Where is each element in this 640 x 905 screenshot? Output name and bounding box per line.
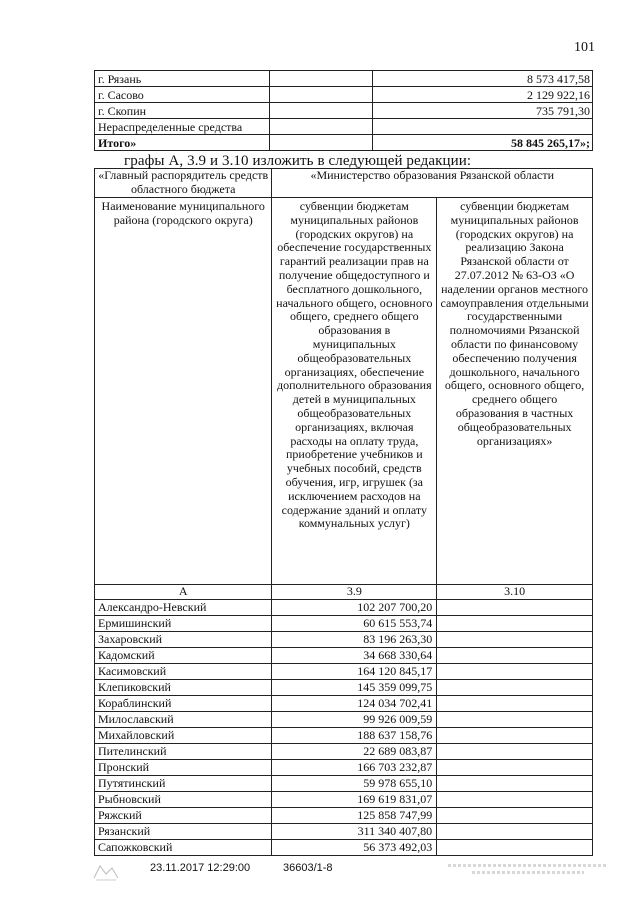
total-row bbox=[95, 135, 593, 151]
summary-table bbox=[94, 70, 593, 151]
footer-datetime: 23.11.2017 12:29:00 bbox=[150, 862, 251, 874]
value-3-10 bbox=[437, 632, 593, 648]
empty-cell bbox=[270, 103, 373, 119]
stamp-line bbox=[472, 871, 584, 874]
subventions-table bbox=[94, 168, 593, 856]
row-name: г. Скопин bbox=[95, 103, 270, 119]
value-3-9: 56 373 492,03 bbox=[272, 840, 437, 856]
value-3-10 bbox=[437, 616, 593, 632]
table-row bbox=[95, 87, 593, 103]
empty-cell bbox=[270, 119, 373, 135]
table-row bbox=[95, 632, 593, 648]
district-name: Ермишинский bbox=[95, 616, 272, 632]
total-value: 58 845 265,17»; bbox=[373, 135, 593, 151]
district-name: Кораблинский bbox=[95, 696, 272, 712]
empty-cell bbox=[270, 135, 373, 151]
table-row bbox=[95, 664, 593, 680]
row-value: 2 129 922,16 bbox=[373, 87, 593, 103]
table-row bbox=[95, 712, 593, 728]
table-row bbox=[95, 71, 593, 87]
table-row bbox=[95, 760, 593, 776]
district-name: Клепиковский bbox=[95, 680, 272, 696]
row-value bbox=[373, 119, 593, 135]
total-label: Итого» bbox=[95, 135, 270, 151]
table-row bbox=[95, 824, 593, 840]
district-name: Рыбновский bbox=[95, 792, 272, 808]
row-name: г. Сасово bbox=[95, 87, 270, 103]
table-row bbox=[95, 808, 593, 824]
table-row bbox=[95, 648, 593, 664]
stamp-line bbox=[448, 864, 608, 867]
value-3-9: 164 120 845,17 bbox=[272, 664, 437, 680]
value-3-10 bbox=[437, 664, 593, 680]
column-index-row bbox=[95, 585, 593, 600]
value-3-9: 125 858 747,99 bbox=[272, 808, 437, 824]
table-row bbox=[95, 840, 593, 856]
footer-doc-code: 36603/1-8 bbox=[283, 862, 333, 874]
value-3-9: 60 615 553,74 bbox=[272, 616, 437, 632]
value-3-9: 99 926 009,59 bbox=[272, 712, 437, 728]
value-3-10 bbox=[437, 648, 593, 664]
value-3-9: 188 637 158,76 bbox=[272, 728, 437, 744]
district-name: Путятинский bbox=[95, 776, 272, 792]
page-number: 101 bbox=[574, 40, 595, 55]
header-col-a: Наименование муниципального района (городского округа) bbox=[95, 198, 272, 585]
table-row bbox=[95, 792, 593, 808]
intro-text: графы А, 3.9 и 3.10 изложить в следующей редакции: bbox=[124, 153, 472, 169]
row-value: 8 573 417,58 bbox=[373, 71, 593, 87]
value-3-9: 59 978 655,10 bbox=[272, 776, 437, 792]
empty-cell bbox=[270, 87, 373, 103]
header-row-columns bbox=[95, 198, 593, 585]
header-ministry: «Министерство образования Рязанской области bbox=[272, 169, 593, 198]
district-name: Сапожковский bbox=[95, 840, 272, 856]
table-row bbox=[95, 600, 593, 616]
stamp-icon bbox=[88, 862, 124, 882]
district-name: Рязанский bbox=[95, 824, 272, 840]
district-name: Пронский bbox=[95, 760, 272, 776]
value-3-9: 169 619 831,07 bbox=[272, 792, 437, 808]
value-3-10 bbox=[437, 840, 593, 856]
header-row-manager bbox=[95, 169, 593, 198]
header-col-3-10: субвенции бюджетам муниципальных районов (городских округов) на реализацию Закона Рязанской области от 27.07.2012 № 63-ОЗ «О наделении органов местного самоуправления отдельными государственными полномочиями Рязанской области по финансовому обеспечению получения дошкольного, начального общего, основного общего, среднего общего образования в частных общеобразовательных организациях» bbox=[437, 198, 593, 585]
value-3-10 bbox=[437, 600, 593, 616]
value-3-10 bbox=[437, 728, 593, 744]
table-row bbox=[95, 744, 593, 760]
index-3-10: 3.10 bbox=[437, 585, 593, 600]
row-name: г. Рязань bbox=[95, 71, 270, 87]
value-3-9: 145 359 099,75 bbox=[272, 680, 437, 696]
district-name: Михайловский bbox=[95, 728, 272, 744]
value-3-10 bbox=[437, 824, 593, 840]
table-row bbox=[95, 696, 593, 712]
value-3-10 bbox=[437, 776, 593, 792]
faded-stamp bbox=[448, 860, 608, 882]
value-3-10 bbox=[437, 712, 593, 728]
table-row bbox=[95, 119, 593, 135]
table-row bbox=[95, 103, 593, 119]
value-3-10 bbox=[437, 760, 593, 776]
value-3-9: 166 703 232,87 bbox=[272, 760, 437, 776]
value-3-10 bbox=[437, 792, 593, 808]
table-row bbox=[95, 728, 593, 744]
district-name: Захаровский bbox=[95, 632, 272, 648]
district-name: Милославский bbox=[95, 712, 272, 728]
district-name: Касимовский bbox=[95, 664, 272, 680]
index-a: А bbox=[95, 585, 272, 600]
header-manager-label: «Главный распорядитель средств областного бюджета bbox=[95, 169, 272, 198]
table-row bbox=[95, 680, 593, 696]
value-3-9: 83 196 263,30 bbox=[272, 632, 437, 648]
table-row bbox=[95, 776, 593, 792]
value-3-9: 102 207 700,20 bbox=[272, 600, 437, 616]
value-3-9: 34 668 330,64 bbox=[272, 648, 437, 664]
district-name: Александро-Невский bbox=[95, 600, 272, 616]
index-3-9: 3.9 bbox=[272, 585, 437, 600]
district-name: Кадомский bbox=[95, 648, 272, 664]
row-name: Нераспределенные средства bbox=[95, 119, 270, 135]
row-value: 735 791,30 bbox=[373, 103, 593, 119]
value-3-10 bbox=[437, 680, 593, 696]
value-3-9: 311 340 407,80 bbox=[272, 824, 437, 840]
value-3-9: 124 034 702,41 bbox=[272, 696, 437, 712]
empty-cell bbox=[270, 71, 373, 87]
value-3-10 bbox=[437, 744, 593, 760]
value-3-9: 22 689 083,87 bbox=[272, 744, 437, 760]
table-row bbox=[95, 616, 593, 632]
district-name: Пителинский bbox=[95, 744, 272, 760]
district-name: Ряжский bbox=[95, 808, 272, 824]
value-3-10 bbox=[437, 808, 593, 824]
header-col-3-9: субвенции бюджетам муниципальных районов (городских округов) на обеспечение государственных гарантий реализации прав на получение общедоступного и бесплатного дошкольного, начального общего, основного общего, среднего общего образования в муниципальных общеобразовательных организациях, обеспечение дополнительного образования детей в муниципальных общеобразовательных организациях, включая расходы на оплату труда, приобретение учебников и учебных пособий, средств обучения, игр, игрушек (за исключением расходов на содержание зданий и оплату коммунальных услуг) bbox=[272, 198, 437, 585]
value-3-10 bbox=[437, 696, 593, 712]
